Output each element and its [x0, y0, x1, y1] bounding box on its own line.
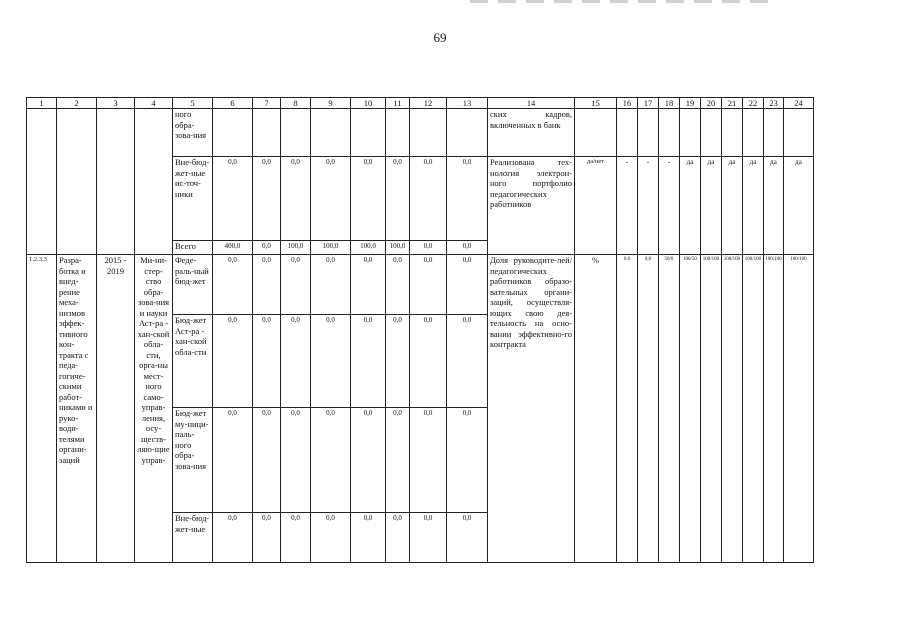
cont-row-a: [27, 109, 814, 157]
header-cell: 6: [213, 98, 253, 109]
value-cell: 0,0: [311, 157, 351, 241]
value-cell: 0,0: [447, 255, 488, 315]
value-cell: 0,0: [311, 315, 351, 408]
value-cell: 0,0: [253, 157, 281, 241]
value-cell: 0,0: [386, 255, 410, 315]
indicator-cell: Доля руководите-лей/педагогических работников образо-вательных органи-заций, осуществля-ющих свою дея-тельность на осно-вании эффективно-го контракта: [488, 255, 575, 563]
target-cell: 100/100: [743, 255, 764, 563]
value-cell: [253, 109, 281, 157]
header-cell: 7: [253, 98, 281, 109]
value-cell: 0,0: [281, 408, 311, 513]
header-cell: 13: [447, 98, 488, 109]
header-cell: 20: [701, 98, 722, 109]
total-value: 100,0: [386, 241, 410, 255]
header-cell: 12: [410, 98, 447, 109]
header-cell: 9: [311, 98, 351, 109]
target-cell: [743, 109, 764, 157]
target-cell: [617, 109, 638, 157]
indicator-cell: ских кадров, включенных в банк: [488, 109, 575, 157]
source-cell: Бюд-жет му-ници-паль-ного обра-зова-ния: [173, 408, 213, 513]
source-cell: Феде-раль-ный бюд-жет: [173, 255, 213, 315]
target-cell: 100/100: [722, 255, 743, 563]
value-cell: [386, 109, 410, 157]
total-value: 0,0: [253, 241, 281, 255]
value-cell: 0,0: [386, 157, 410, 241]
header-cell: 24: [784, 98, 814, 109]
target-cell: [659, 109, 680, 157]
total-value: 100,0: [281, 241, 311, 255]
value-cell: 0,0: [447, 513, 488, 563]
value-cell: 0,0: [213, 408, 253, 513]
source-cell: ного обра-зова-ния: [173, 109, 213, 157]
header-cell: 22: [743, 98, 764, 109]
target-cell: да: [764, 157, 784, 255]
scan-smudge: [470, 0, 770, 3]
header-cell: 5: [173, 98, 213, 109]
target-cell: да: [701, 157, 722, 255]
value-cell: [281, 109, 311, 157]
value-cell: 0,0: [447, 315, 488, 408]
target-cell: -: [638, 157, 659, 255]
item-years: 2015 - 2019: [97, 255, 135, 563]
value-cell: 0,0: [410, 157, 447, 241]
value-cell: 0,0: [213, 315, 253, 408]
header-cell: 10: [351, 98, 386, 109]
empty-cell: [97, 109, 135, 255]
header-cell: 18: [659, 98, 680, 109]
empty-cell: [135, 109, 173, 255]
value-cell: 0,0: [351, 513, 386, 563]
value-cell: 0,0: [386, 513, 410, 563]
target-cell: [764, 109, 784, 157]
value-cell: [311, 109, 351, 157]
column-numbers-row: [27, 98, 814, 109]
target-cell: [722, 109, 743, 157]
total-value: 100,0: [311, 241, 351, 255]
value-cell: 0,0: [213, 513, 253, 563]
header-cell: 11: [386, 98, 410, 109]
header-cell: 17: [638, 98, 659, 109]
target-cell: 100/100: [701, 255, 722, 563]
total-label: Всего: [173, 241, 213, 255]
header-cell: 1: [27, 98, 57, 109]
target-cell: -: [617, 157, 638, 255]
value-cell: 0,0: [410, 315, 447, 408]
target-cell: [784, 109, 814, 157]
target-cell: да: [722, 157, 743, 255]
value-cell: 0,0: [386, 315, 410, 408]
header-cell: 2: [57, 98, 97, 109]
header-cell: 3: [97, 98, 135, 109]
value-cell: 0,0: [386, 408, 410, 513]
value-cell: 0,0: [410, 408, 447, 513]
unit-cell: да/нет: [575, 157, 617, 255]
header-cell: 15: [575, 98, 617, 109]
value-cell: 0,0: [281, 315, 311, 408]
value-cell: 0,0: [253, 315, 281, 408]
value-cell: 0,0: [351, 408, 386, 513]
value-cell: 0,0: [281, 513, 311, 563]
value-cell: 0,0: [253, 408, 281, 513]
unit-cell: %: [575, 255, 617, 563]
header-cell: 19: [680, 98, 701, 109]
page-number: 69: [433, 30, 447, 45]
target-cell: да: [784, 157, 814, 255]
total-value: 400,0: [213, 241, 253, 255]
target-cell: 100/50: [680, 255, 701, 563]
target-cell: 100/100: [784, 255, 814, 563]
target-cell: 0,0: [638, 255, 659, 563]
target-cell: [680, 109, 701, 157]
total-value: 0,0: [447, 241, 488, 255]
target-cell: да: [680, 157, 701, 255]
value-cell: 0,0: [447, 157, 488, 241]
value-cell: 0,0: [253, 513, 281, 563]
item-name: Разра-ботка и внед-рение меха-низмов эффек-тивного кон-тракта с педа-гогиче-скими работ-никами и руко-води-телями органи-заций: [57, 255, 97, 563]
value-cell: 0,0: [351, 315, 386, 408]
program-table: [26, 97, 814, 563]
empty-cell: [27, 109, 57, 255]
total-value: 0,0: [410, 241, 447, 255]
value-cell: [447, 109, 488, 157]
target-cell: [638, 109, 659, 157]
item-code: 1.2.3.3: [27, 255, 57, 563]
header-cell: 14: [488, 98, 575, 109]
empty-cell: [57, 109, 97, 255]
item-row-1: [27, 255, 814, 315]
value-cell: 0,0: [311, 513, 351, 563]
value-cell: 0,0: [281, 157, 311, 241]
value-cell: 0,0: [213, 157, 253, 241]
value-cell: 0,0: [311, 408, 351, 513]
header-cell: 23: [764, 98, 784, 109]
target-cell: -: [659, 157, 680, 255]
target-cell: 100/100: [764, 255, 784, 563]
target-cell: 50/0: [659, 255, 680, 563]
source-cell: Бюд-жет Аст-ра - хан-ской обла-сти: [173, 315, 213, 408]
value-cell: 0,0: [253, 255, 281, 315]
value-cell: 0,0: [447, 408, 488, 513]
source-cell: Вне-бюд-жет-ные ис-точ-ники: [173, 157, 213, 241]
total-value: 100,0: [351, 241, 386, 255]
target-cell: да: [743, 157, 764, 255]
item-executors: Ми-ни-стер-ство обра-зова-ния и науки Аст-ра - хан-ской обла-сти, орга-ны мест-ного само-управ-ления, осу-ществ-ляю-щие управ-: [135, 255, 173, 563]
value-cell: 0,0: [410, 255, 447, 315]
value-cell: [410, 109, 447, 157]
value-cell: 0,0: [281, 255, 311, 315]
value-cell: 0,0: [410, 513, 447, 563]
value-cell: 0,0: [351, 255, 386, 315]
header-cell: 4: [135, 98, 173, 109]
value-cell: [351, 109, 386, 157]
target-cell: [701, 109, 722, 157]
header-cell: 8: [281, 98, 311, 109]
unit-cell: [575, 109, 617, 157]
source-cell: Вне-бюд-жет-ные: [173, 513, 213, 563]
value-cell: [213, 109, 253, 157]
indicator-cell: Реализована тех-нология электрон-ного портфолио педагогических работников: [488, 157, 575, 255]
target-cell: 0,0: [617, 255, 638, 563]
header-cell: 16: [617, 98, 638, 109]
header-cell: 21: [722, 98, 743, 109]
value-cell: 0,0: [311, 255, 351, 315]
value-cell: 0,0: [213, 255, 253, 315]
value-cell: 0,0: [351, 157, 386, 241]
